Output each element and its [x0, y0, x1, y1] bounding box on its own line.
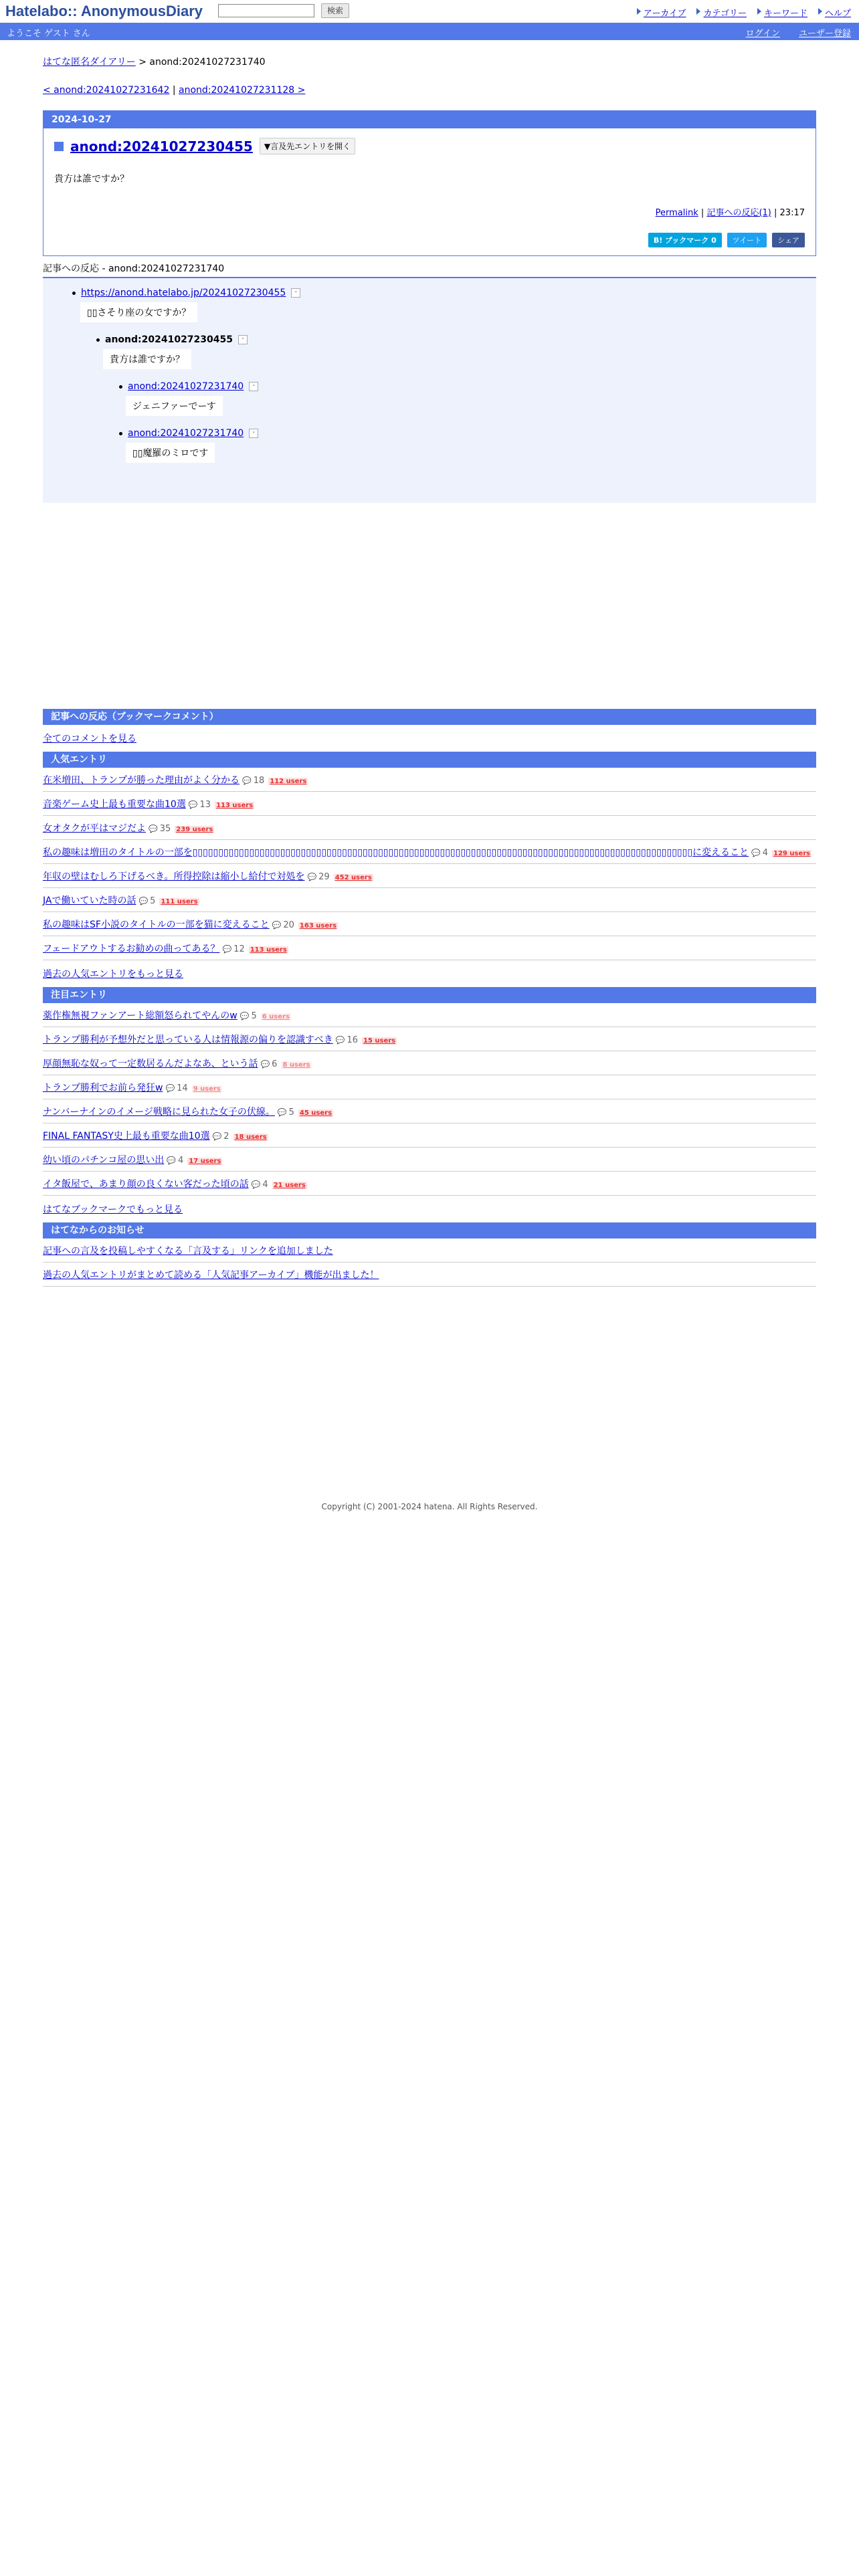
list-item: [43, 1099, 816, 1123]
entry-date: 2024-10-27: [43, 111, 816, 128]
attention-entry-link[interactable]: 幼い頃のパチンコ屋の思い出: [43, 1155, 165, 1166]
news-title: はてなからのお知らせ: [43, 1222, 816, 1239]
list-item: [43, 1239, 816, 1263]
users-badge[interactable]: 129 users: [773, 850, 811, 857]
open-referenced-button[interactable]: ▼言及先エントリを開く: [260, 138, 355, 154]
attention-entry-link[interactable]: ナンバーナインのイメージ戦略に見られた女子の伏線。: [43, 1107, 275, 1117]
bullet-icon: [72, 292, 76, 295]
attention-entry-link[interactable]: トランプ勝利でお前ら発狂w: [43, 1083, 163, 1093]
users-badge[interactable]: 111 users: [161, 898, 198, 905]
popular-entry-link[interactable]: 私の趣味はSF小説のタイトルの一部を猫に変えること: [43, 920, 270, 930]
list-item: [43, 816, 816, 840]
list-item: [43, 1172, 816, 1196]
ad-space: [43, 503, 816, 709]
entry-meta: Permalink | 記事への反応(1) | 23:17: [655, 208, 805, 218]
popular-list: [43, 768, 816, 960]
list-item: [43, 1003, 816, 1027]
list-item: [43, 936, 816, 960]
popular-entry-link[interactable]: 私の趣味は増田のタイトルの一部を▯▯▯▯▯▯▯▯▯▯▯▯▯▯▯▯▯▯▯▯▯▯▯▯▯▯▯▯▯▯▯▯▯▯▯▯▯▯▯▯▯▯▯▯▯▯▯▯▯▯▯▯▯▯▯▯▯▯▯▯▯▯▯▯▯▯▯▯▯▯▯▯▯▯▯▯▯▯▯▯▯▯▯▯▯▯▯▯▯▯▯▯▯▯▯▯▯に変えること: [43, 847, 749, 858]
bullet-icon: [119, 432, 122, 435]
search-button[interactable]: 検索: [321, 3, 349, 18]
comment-count[interactable]: 💬 13: [189, 800, 211, 810]
comment-count[interactable]: 💬 18: [242, 776, 264, 786]
collapse-toggle[interactable]: -: [249, 429, 258, 438]
users-badge[interactable]: 239 users: [176, 826, 213, 833]
breadcrumb-sep: >: [135, 57, 150, 68]
users-badge[interactable]: 6 users: [262, 1013, 290, 1021]
entry-time: 23:17: [779, 208, 805, 218]
users-badge[interactable]: 113 users: [216, 802, 254, 809]
users-badge[interactable]: 18 users: [234, 1134, 267, 1141]
attention-entry-link[interactable]: トランプ勝利が予想外だと思っている人は情報源の偏りを認識すべき: [43, 1035, 333, 1045]
site-logo[interactable]: Hatelabo:: AnonymousDiary: [5, 3, 203, 19]
popular-entry-link[interactable]: 在米増田、トランプが勝った理由がよく分かる: [43, 775, 240, 786]
reactions-link[interactable]: 記事への反応(1): [706, 208, 771, 218]
users-badge[interactable]: 9 users: [193, 1085, 221, 1093]
search-input[interactable]: [218, 4, 314, 17]
comment-count[interactable]: 💬 6: [260, 1059, 277, 1069]
users-badge[interactable]: 113 users: [250, 946, 287, 954]
register-link[interactable]: ユーザー登録: [798, 29, 851, 39]
attention-list: [43, 1003, 816, 1196]
popular-entry-link[interactable]: 女オタクが平はマジだよ: [43, 823, 146, 834]
entry-square-icon: [54, 142, 64, 151]
attention-entry-link[interactable]: FINAL FANTASY史上最も重要な曲10選: [43, 1131, 210, 1142]
comment-count[interactable]: 💬 4: [167, 1156, 183, 1166]
comment-count[interactable]: 💬 16: [336, 1035, 358, 1045]
reaction-child-title: anond:20241027230455: [105, 334, 233, 345]
entry-section: [43, 110, 816, 256]
collapse-toggle[interactable]: -: [249, 382, 258, 391]
list-item: [43, 768, 816, 792]
popular-entry-link[interactable]: 音楽ゲーム史上最も重要な曲10選: [43, 799, 186, 810]
list-item: [43, 1027, 816, 1051]
list-item: [43, 1123, 816, 1148]
list-item: [43, 1263, 816, 1287]
reaction-grandchild-1-link[interactable]: anond:20241027231740: [128, 381, 244, 392]
share-buttons: [54, 233, 805, 247]
breadcrumb-current: anond:20241027231740: [149, 57, 266, 68]
users-badge[interactable]: 21 users: [273, 1182, 306, 1189]
reactions-title: 記事への反応 - anond:20241027231740: [43, 261, 816, 278]
reaction-grandchild-2: [119, 428, 816, 463]
comment-count[interactable]: 💬 2: [213, 1132, 229, 1142]
users-badge[interactable]: 15 users: [363, 1037, 396, 1045]
list-item: [43, 1051, 816, 1075]
collapse-toggle[interactable]: -: [238, 335, 248, 344]
users-badge[interactable]: 112 users: [270, 778, 307, 785]
list-item: [43, 1148, 816, 1172]
list-item: [43, 1075, 816, 1099]
list-item: [43, 792, 816, 816]
users-badge[interactable]: 8 users: [282, 1061, 310, 1069]
all-comments-link[interactable]: 全てのコメントを見る: [43, 734, 136, 744]
news-link[interactable]: 記事への言及を投稿しやすくなる「言及する」リンクを追加しました: [43, 1246, 333, 1257]
news-link[interactable]: 過去の人気エントリがまとめて読める「人気記事アーカイブ」機能が出ました！: [43, 1270, 379, 1281]
entry-title[interactable]: anond:20241027230455: [70, 138, 253, 154]
comment-count[interactable]: 💬 12: [222, 944, 244, 954]
comment-count[interactable]: 💬 4: [252, 1180, 268, 1190]
comment-count[interactable]: 💬 20: [272, 920, 294, 930]
popular-entries-title: 人気エントリ: [43, 752, 816, 768]
bullet-icon: [96, 338, 100, 342]
reaction-root-text: ▯▯さそり座の女ですか？: [80, 302, 197, 322]
collapse-toggle[interactable]: -: [291, 288, 300, 298]
breadcrumb-home[interactable]: はてな匿名ダイアリー: [43, 57, 136, 68]
popular-entry-link[interactable]: フェードアウトするお勧めの曲ってある？: [43, 944, 220, 954]
comment-count[interactable]: 💬 35: [149, 824, 171, 834]
breadcrumb: [43, 55, 816, 68]
attention-entries-title: 注目エントリ: [43, 987, 816, 1003]
users-badge[interactable]: 17 users: [189, 1158, 221, 1165]
bullet-icon: [119, 385, 122, 389]
list-item: [43, 840, 816, 864]
reaction-child: [96, 334, 816, 369]
list-item: [43, 912, 816, 936]
popular-entry-link[interactable]: JAで働いていた時の話: [43, 895, 136, 906]
attention-entry-link[interactable]: 厚顔無恥な奴って一定数居るんだよなあ、という話: [43, 1059, 258, 1069]
reaction-child-text: 貴方は誰ですか？: [103, 349, 191, 369]
comment-count[interactable]: 💬 5: [278, 1107, 294, 1117]
prev-entry-link[interactable]: < anond:20241027231642: [43, 85, 170, 96]
facebook-share-button[interactable]: シェア: [772, 233, 805, 247]
news-list: [43, 1239, 816, 1287]
comment-count[interactable]: 💬 29: [307, 872, 329, 882]
users-badge[interactable]: 452 users: [335, 874, 372, 881]
more-attention-link[interactable]: はてなブックマークでもっと見る: [43, 1204, 183, 1215]
nav-help[interactable]: ヘルプ: [818, 6, 851, 19]
prevnext-sep: |: [169, 85, 179, 96]
users-badge[interactable]: 163 users: [299, 922, 337, 930]
main-content: [43, 55, 816, 1287]
list-item: [43, 888, 816, 912]
comment-count[interactable]: 💬 14: [165, 1083, 187, 1093]
reaction-grandchild-2-text: ▯▯魔羅のミロです: [126, 443, 215, 463]
attention-entry-link[interactable]: 薬作権無視ファンアート総額怒られてやんのw: [43, 1010, 237, 1021]
prev-next-nav: [43, 85, 816, 96]
popular-entry-link[interactable]: 年収の壁はむしろ下げるべき。所得控除は縮小し給付で対処を: [43, 871, 305, 882]
reaction-grandchild-1: [119, 381, 816, 416]
bookmark-comments-title: 記事への反応（ブックマークコメント）: [43, 709, 816, 725]
top-nav: [637, 6, 851, 19]
tweet-button[interactable]: ツイート: [727, 233, 767, 247]
more-popular-link[interactable]: 過去の人気エントリをもっと見る: [43, 969, 183, 980]
user-bar: [0, 23, 859, 40]
footer-copyright: Copyright (C) 2001-2024 hatena. All Rights Reserved.: [321, 1502, 538, 1511]
bookmark-button[interactable]: B! ブックマーク 0: [648, 233, 722, 247]
permalink[interactable]: Permalink: [655, 208, 698, 218]
reaction-root: [72, 288, 816, 322]
nav-archive[interactable]: アーカイブ: [637, 6, 686, 19]
comment-count[interactable]: 💬 5: [138, 896, 155, 906]
nav-category[interactable]: カテゴリー: [696, 6, 746, 19]
entry-body-text: 貴方は誰ですか？: [54, 174, 129, 185]
comment-count[interactable]: 💬 4: [751, 848, 768, 858]
reaction-grandchild-2-link[interactable]: anond:20241027231740: [128, 428, 244, 439]
top-header: [0, 0, 859, 23]
welcome-text: ようこそ ゲスト さん: [7, 29, 90, 39]
comment-count[interactable]: 💬 5: [240, 1011, 257, 1021]
list-item: [43, 864, 816, 888]
users-badge[interactable]: 45 users: [299, 1109, 332, 1117]
next-entry-link[interactable]: anond:20241027231128 >: [179, 85, 306, 96]
reaction-root-link[interactable]: https://anond.hatelabo.jp/20241027230455: [81, 288, 286, 298]
login-link[interactable]: ログイン: [745, 29, 780, 39]
attention-entry-link[interactable]: イタ飯屋で、あまり顔の良くない客だった頃の話: [43, 1179, 249, 1190]
reaction-tree: [43, 278, 816, 503]
nav-keyword[interactable]: キーワード: [757, 6, 807, 19]
reaction-grandchild-1-text: ジェニファーでーす: [126, 396, 223, 416]
